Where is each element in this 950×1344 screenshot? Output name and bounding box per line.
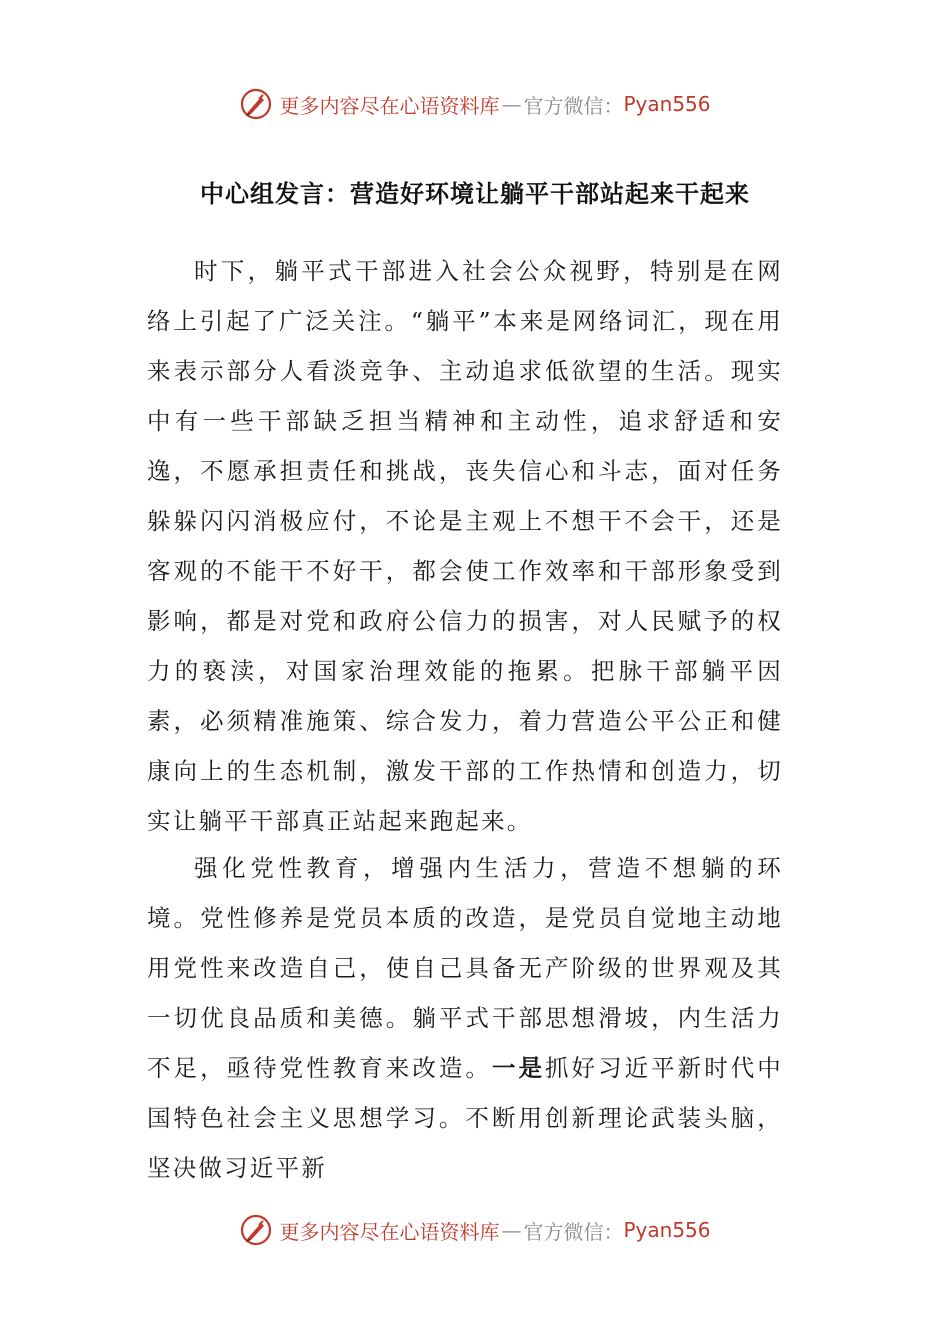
pen-logo-icon bbox=[239, 87, 273, 121]
watermark-wechat-id: Pyan556 bbox=[623, 1218, 711, 1242]
watermark-wechat-label: 官方微信： bbox=[523, 1219, 624, 1244]
paragraph-1 bbox=[147, 246, 783, 846]
paragraph-2-text-after: 抓好习近平新时代中国特色社会主义思想学习。不断用创新理论武装头脑，坚决做习近平新 bbox=[147, 1054, 783, 1182]
pen-logo-icon bbox=[239, 1213, 273, 1247]
paragraph-2-bold-marker: 一是 bbox=[491, 1054, 546, 1082]
paragraph-2 bbox=[147, 843, 783, 1193]
watermark-wechat-id: Pyan556 bbox=[623, 92, 711, 116]
header-watermark bbox=[0, 82, 950, 126]
watermark-prefix: 更多内容尽在心语资料库 bbox=[279, 93, 500, 118]
paragraph-1-text: 时下，躺平式干部进入社会公众视野，特别是在网络上引起了广泛关注。“躺平”本来是网络词汇，现在用来表示部分人看淡竞争、主动追求低欲望的生活。现实中有一些干部缺乏担当精神和主动性，追求舒适和安逸，不愿承担责任和挑战，丧失信心和斗志，面对任务躲躲闪闪消极应付，不论是主观上不想干不会干，还是客观的不能干不好干，都会使工作效率和干部形象受到影响，都是对党和政府公信力的损害，对人民赋予的权力的亵渎，对国家治理效能的拖累。把脉干部躺平因素，必须精准施策、综合发力，着力营造公平公正和健康向上的生态机制，激发干部的工作热情和创造力，切实让躺平干部真正站起来跑起来。 bbox=[147, 257, 783, 835]
watermark-wechat-label: 官方微信： bbox=[523, 93, 624, 118]
paragraph-2-text-before: 强化党性教育，增强内生活力，营造不想躺的环境。党性修养是党员本质的改造，是党员自觉地主动地用党性来改造自己，使自己具备无产阶级的世界观及其一切优良品质和美德。躺平式干部思想滑坡，内生活力不足，亟待党性教育来改造。 bbox=[147, 854, 783, 1082]
watermark-dash: — bbox=[501, 1218, 522, 1242]
watermark-dash: — bbox=[501, 92, 522, 116]
document-title: 中心组发言：营造好环境让躺平干部站起来干起来 bbox=[200, 179, 750, 208]
footer-watermark bbox=[0, 1208, 950, 1252]
watermark-prefix: 更多内容尽在心语资料库 bbox=[279, 1219, 500, 1244]
paragraph-2-text bbox=[147, 843, 783, 1193]
